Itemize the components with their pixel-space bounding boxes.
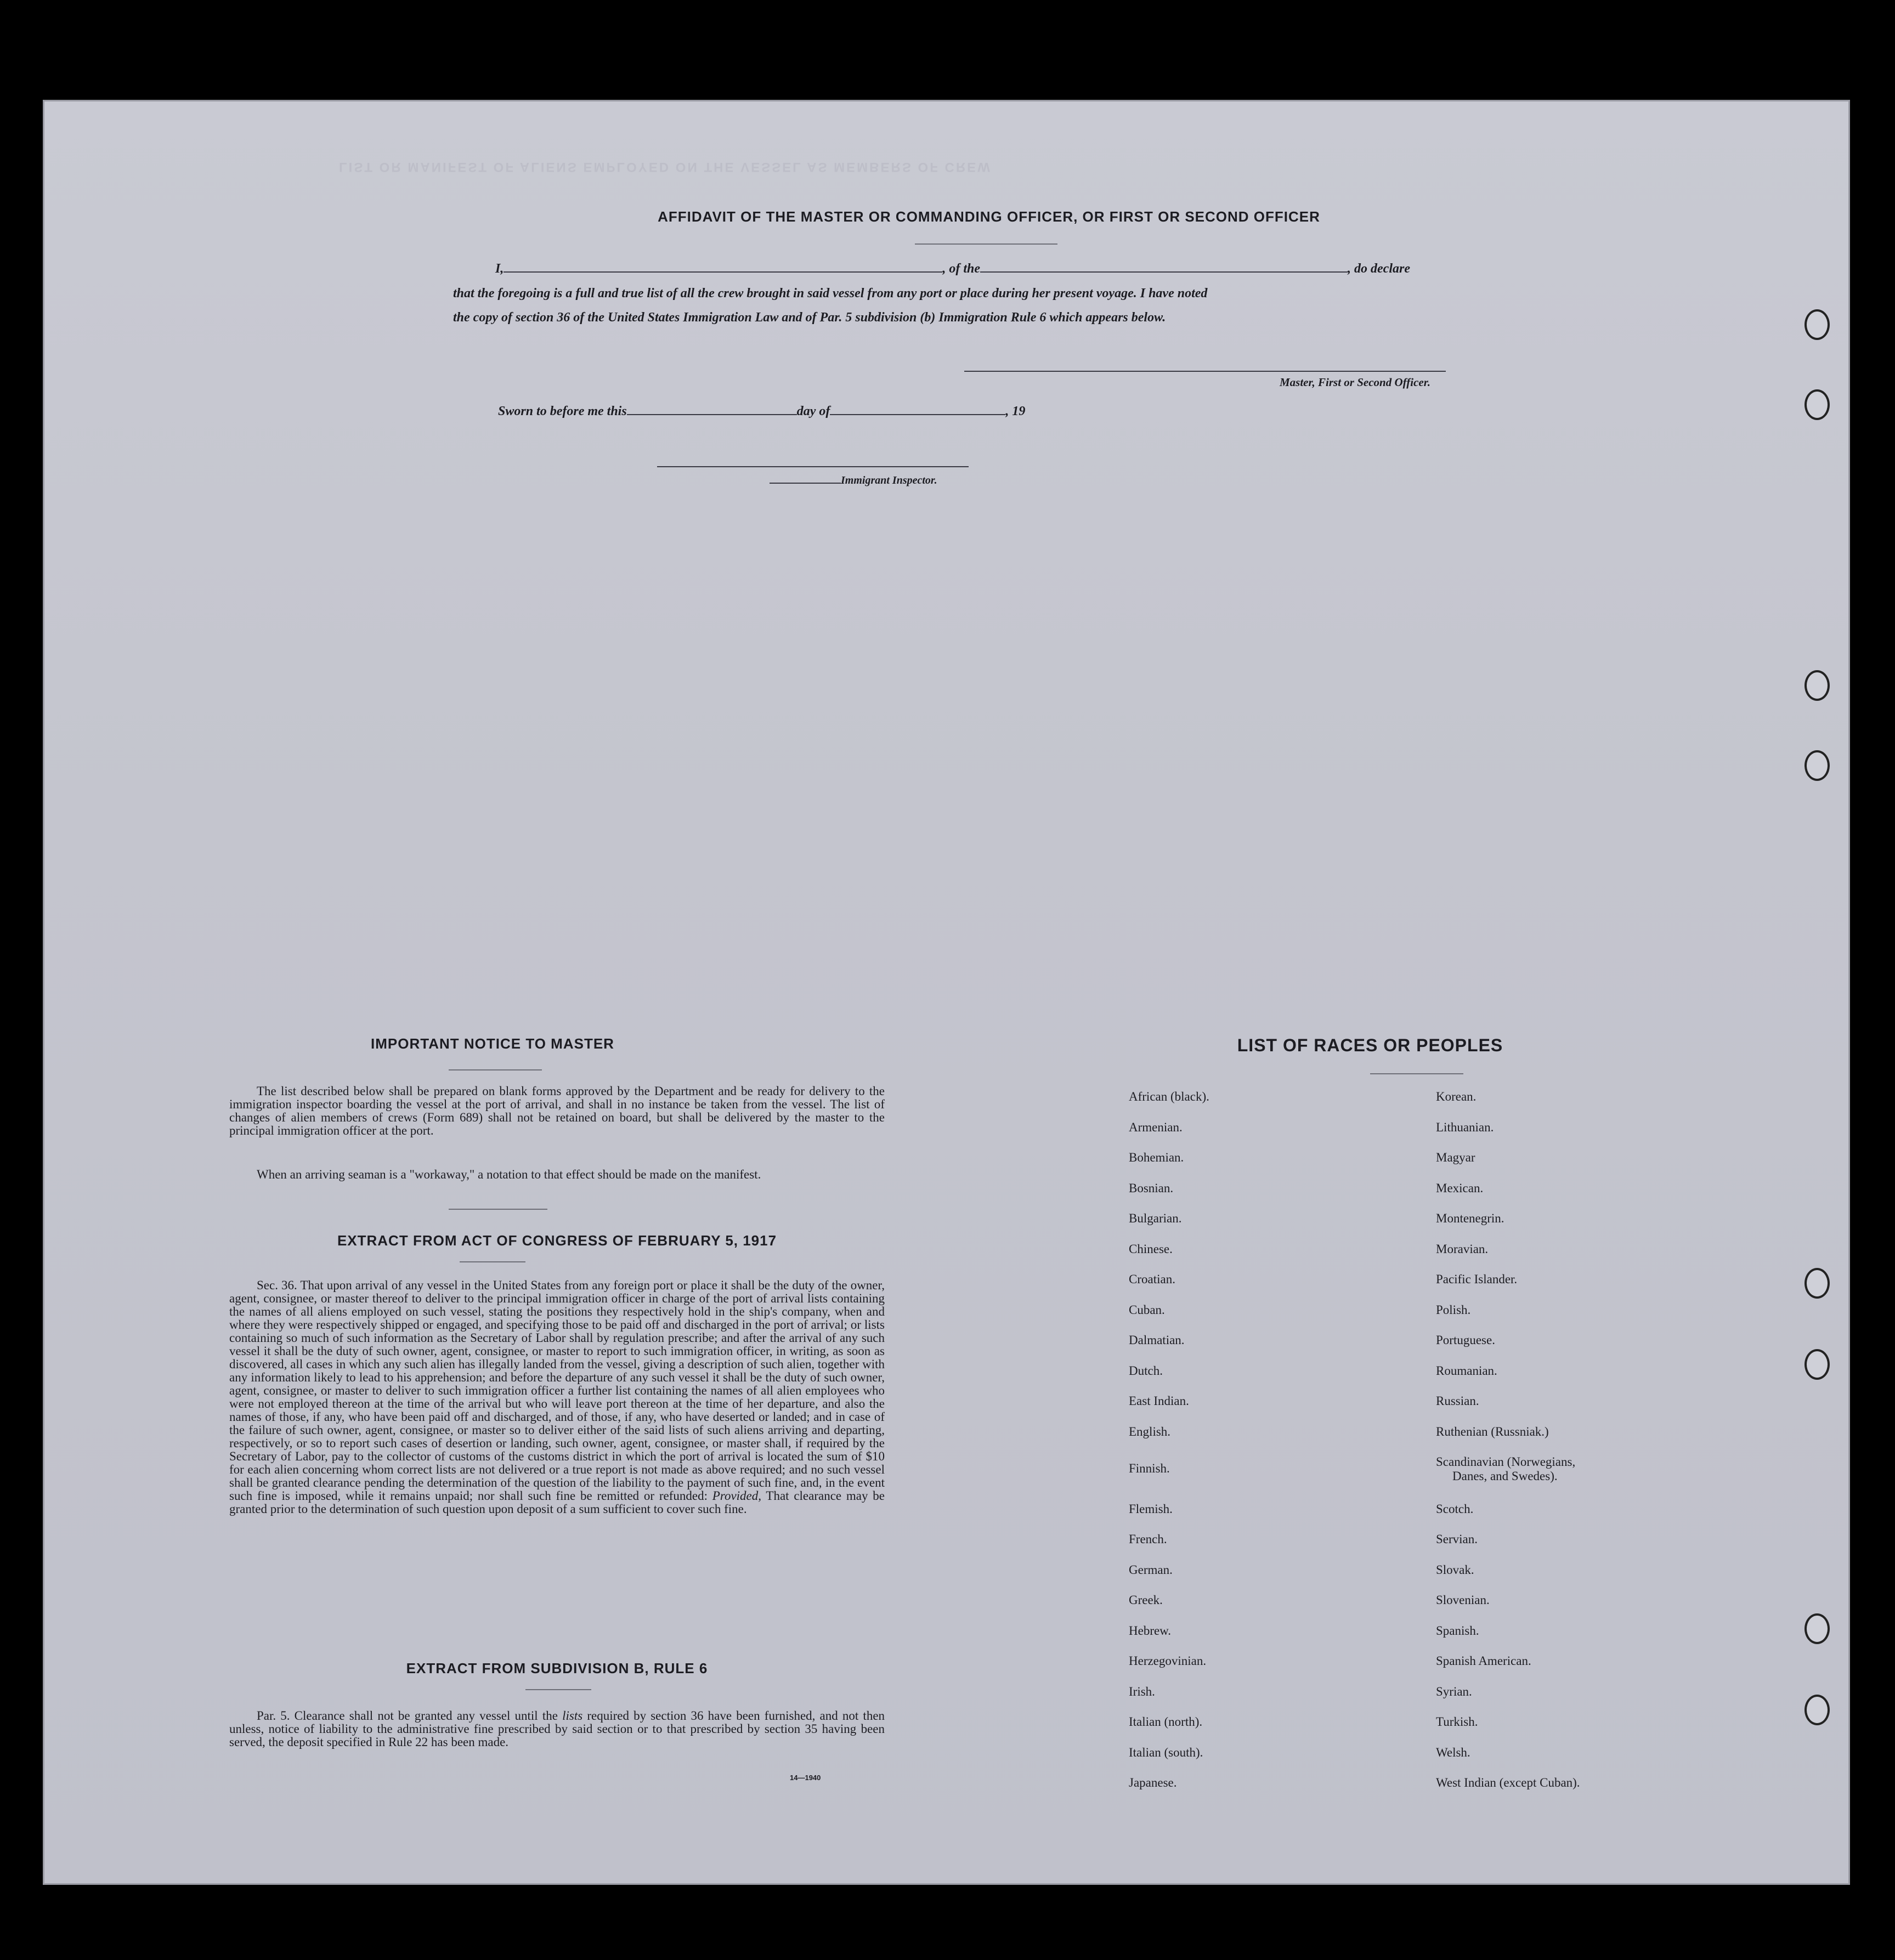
race-item: Chinese. xyxy=(1129,1242,1173,1256)
race-item: Bulgarian. xyxy=(1129,1211,1182,1225)
race-item: Ruthenian (Russniak.) xyxy=(1436,1424,1549,1438)
section-body-end: That clearance may be granted prior to the determination of such question upon deposit of a sum sufficient to cover such fine. xyxy=(229,1489,885,1516)
affidavit-title: AFFIDAVIT OF THE MASTER OR COMMANDING OFFICER, OR FIRST OR SECOND OFFICER xyxy=(658,208,1320,225)
section-36-text xyxy=(229,1279,885,1516)
race-item: Italian (south). xyxy=(1129,1745,1203,1759)
section-body: That upon arrival of any vessel in the United States from any foreign port or place it shall be the duty of the owner, agent, consignee, or master thereof to deliver to the principal immigration officer in charge of the port of arrival lists containing the names of all aliens employed on such vessel, stating the positions they respectively hold in the ship's company, when and where they were respectively shipped or engaged, and specifying those to be paid off and discharged in the port of arrival; or lists containing so much of such information as the Secretary of Labor shall by regulation prescribe; and after the arrival of any such vessel it shall be the duty of such owner, agent, consignee, or master to report to such immigration officer, in writing, as soon as discovered, all cases in which any such alien has illegally landed from the vessel, giving a description of such alien, together with any information likely to lead to his apprehension; and before the departure of any such vessel it shall be the duty of such owner, agent, consignee, or master to deliver to such immigration officer a further list containing the names of all alien employees who were not employed thereon at the time of the arrival but who will leave port thereon at the time of her departure, and also the names of those, if any, who have been paid off and discharged, and of those, if any, who have deserted or landed; and in case of the failure of such owner, agent, consignee, or master so to deliver either of the said lists of such aliens arriving and departing, respectively, or so to report such cases of desertion or landing, such owner, agent, consignee, or master shall, if required by the Secretary of Labor, pay to the collector of customs of the customs district in which the port of arrival is located the sum of $10 for each alien concerning whom correct lists are not delivered or a true report is not made as above required; and no such vessel shall be granted clearance pending the determination of the question of the liability to the payment of such fine, and, in the event such fine is imposed, while it remains unpaid; nor shall such fine be remitted or refunded: xyxy=(229,1278,885,1503)
race-item: German. xyxy=(1129,1562,1173,1577)
title-divider xyxy=(915,243,1057,245)
rule-lists-word: lists xyxy=(562,1709,583,1723)
race-item: Slovak. xyxy=(1436,1562,1474,1577)
race-item: East Indian. xyxy=(1129,1394,1189,1408)
race-item: Pacific Islander. xyxy=(1436,1272,1518,1286)
inspector-signature-line xyxy=(657,466,969,467)
punch-hole xyxy=(1805,309,1830,340)
race-item: Turkish. xyxy=(1436,1715,1478,1729)
race-item: Italian (north). xyxy=(1129,1715,1203,1729)
act-extract-title: EXTRACT FROM ACT OF CONGRESS OF FEBRUARY 5, 1917 xyxy=(337,1232,777,1249)
race-item: Dalmatian. xyxy=(1129,1333,1185,1347)
race-item: Mexican. xyxy=(1436,1181,1484,1195)
notice-paragraph-1: The list described below shall be prepared on blank forms approved by the Department and be ready for delivery to the immigration inspector boarding the vessel at the port of arrival, and shall in no instance be taken from the vessel. The list of changes of alien members of crews (Form 689) shall not be retained on board, but shall be delivered by the master to the principal immigration officer at the port. xyxy=(229,1084,885,1137)
affidavit-line-1 xyxy=(495,262,1410,276)
notice-divider-2 xyxy=(449,1209,547,1210)
notice-divider xyxy=(449,1069,542,1070)
rule-extract-title: EXTRACT FROM SUBDIVISION B, RULE 6 xyxy=(406,1660,708,1676)
race-item: Finnish. xyxy=(1129,1461,1170,1475)
name-blank xyxy=(504,271,942,273)
race-item: Armenian. xyxy=(1129,1120,1183,1134)
year-prefix: , 19 xyxy=(1005,404,1026,418)
month-blank xyxy=(830,414,1005,415)
rule-6-text xyxy=(229,1709,885,1749)
race-item: West Indian (except Cuban). xyxy=(1436,1776,1580,1789)
form-number: 14—1940 xyxy=(790,1774,821,1782)
race-item: Cuban. xyxy=(1129,1302,1165,1317)
race-item: Flemish. xyxy=(1129,1502,1173,1516)
race-item: Scotch. xyxy=(1436,1502,1474,1516)
sworn-line xyxy=(498,404,1025,419)
race-item: French. xyxy=(1129,1532,1167,1546)
race-item: Danes, and Swedes). xyxy=(1452,1469,1558,1483)
race-item: Herzegovinian. xyxy=(1129,1654,1207,1668)
signature-label: Master, First or Second Officer. xyxy=(1280,376,1430,389)
race-item: Bosnian. xyxy=(1129,1181,1174,1195)
punch-hole xyxy=(1805,1268,1830,1299)
document-page xyxy=(43,100,1850,1885)
race-item: Lithuanian. xyxy=(1436,1120,1494,1134)
race-item: Montenegrin. xyxy=(1436,1211,1504,1225)
day-of: day of xyxy=(796,404,830,418)
punch-hole xyxy=(1805,389,1830,420)
affidavit-line-3: the copy of section 36 of the United States Immigration Law and of Par. 5 subdivision (b) Immigration Rule 6 which appears below. xyxy=(453,310,1166,325)
race-item: Portuguese. xyxy=(1436,1333,1495,1347)
punch-hole xyxy=(1805,670,1830,701)
race-item: Spanish American. xyxy=(1436,1654,1531,1668)
race-item: Servian. xyxy=(1436,1532,1478,1546)
affidavit-line-2: that the foregoing is a full and true list of all the crew brought in said vessel from any port or place during her present voyage. I have noted xyxy=(453,286,1208,301)
race-item: Roumanian. xyxy=(1436,1363,1497,1378)
inspector-label: Immigrant Inspector. xyxy=(841,474,937,486)
race-item: Irish. xyxy=(1129,1684,1155,1698)
punch-hole xyxy=(1805,1695,1830,1725)
race-item: Hebrew. xyxy=(1129,1623,1172,1638)
punch-hole xyxy=(1805,750,1830,781)
race-item: Polish. xyxy=(1436,1302,1471,1317)
day-blank xyxy=(627,414,797,415)
inspector-line xyxy=(770,474,937,487)
race-item: Russian. xyxy=(1436,1394,1479,1408)
race-item: Moravian. xyxy=(1436,1242,1489,1256)
rule-text-a: Par. 5. Clearance shall not be granted any vessel until the xyxy=(257,1709,558,1723)
declare-i: I, xyxy=(495,262,504,276)
do-declare: , do declare xyxy=(1348,262,1410,276)
race-item: Magyar xyxy=(1436,1151,1475,1164)
race-item: Spanish. xyxy=(1436,1623,1479,1638)
race-item: Greek. xyxy=(1129,1593,1163,1607)
rule-text-b: required by section 36 have been furnished, and not then unless, notice of liability to the administrative fine prescribed by said section or to that prescribed by section 35 having been served, the deposit specified in Rule 22 has been made. xyxy=(229,1709,885,1749)
race-item: Japanese. xyxy=(1129,1776,1177,1789)
race-item: African (black). xyxy=(1129,1090,1209,1103)
section-label: Sec. 36. xyxy=(257,1278,297,1292)
race-item: Welsh. xyxy=(1436,1745,1470,1759)
races-title: LIST OF RACES OR PEOPLES xyxy=(1237,1035,1503,1055)
race-item: Syrian. xyxy=(1436,1684,1472,1698)
race-item: Bohemian. xyxy=(1129,1151,1184,1164)
rule-divider xyxy=(525,1689,591,1690)
inspector-blank xyxy=(770,483,841,484)
provided-word: Provided, xyxy=(712,1489,762,1503)
races-divider xyxy=(1370,1073,1463,1074)
act-divider xyxy=(460,1261,525,1262)
race-item: Dutch. xyxy=(1129,1363,1163,1378)
race-item: English. xyxy=(1129,1424,1171,1438)
notice-title: IMPORTANT NOTICE TO MASTER xyxy=(371,1035,614,1052)
of-the: , of the xyxy=(942,262,981,276)
bleed-through-text: LIST OR MANIFEST OF ALIENS EMPLOYED ON THE VESSEL AS MEMBERS OF CREW xyxy=(339,160,992,174)
sworn-text: Sworn to before me this xyxy=(498,404,627,418)
race-item: Scandinavian (Norwegians, xyxy=(1436,1455,1576,1469)
signature-line xyxy=(964,371,1446,372)
race-item: Croatian. xyxy=(1129,1272,1175,1286)
punch-hole xyxy=(1805,1349,1830,1380)
notice-paragraph-2: When an arriving seaman is a "workaway," a notation to that effect should be made on the manifest. xyxy=(257,1168,761,1181)
race-item: Korean. xyxy=(1436,1090,1477,1103)
race-item: Slovenian. xyxy=(1436,1593,1490,1607)
punch-hole xyxy=(1805,1613,1830,1644)
vessel-blank xyxy=(980,271,1348,273)
